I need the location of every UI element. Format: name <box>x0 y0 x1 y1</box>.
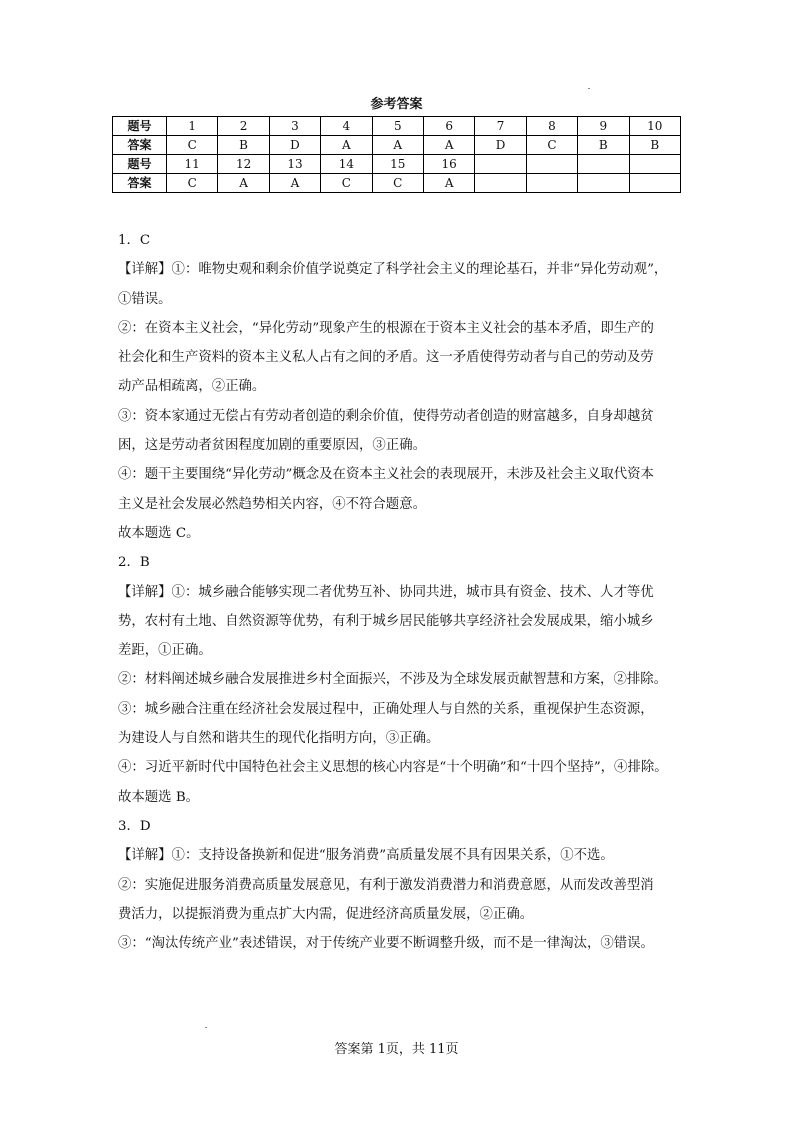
table-cell <box>526 174 577 193</box>
table-cell <box>475 155 526 174</box>
text-line: 【详解】①：唯物史观和剩余价值学说奠定了科学社会主义的理论基石，并非“异化劳动观”， <box>118 262 668 278</box>
table-cell: A <box>218 174 269 193</box>
text-line: 动产品相疏离，②正确。 <box>118 379 266 395</box>
text-line: 主义是社会发展必然趋势相关内容，④不符合题意。 <box>118 496 426 512</box>
text-line: ②：实施促进服务消费高质量发展意见，有利于激发消费潜力和消费意愿，从而发改善型消 <box>118 877 654 893</box>
table-cell: C <box>526 136 577 155</box>
table-cell: A <box>269 174 320 193</box>
text-line: 2．B <box>118 555 150 571</box>
table-cell: A <box>372 136 423 155</box>
text-line: ④：习近平新时代中国特色社会主义思想的核心内容是“十个明确”和“十四个坚持”，④排除。 <box>118 760 668 776</box>
table-cell: 10 <box>629 117 680 136</box>
table-cell <box>578 174 629 193</box>
text-line: 1．C <box>118 233 151 248</box>
table-cell: 2 <box>218 117 269 136</box>
table-cell: 7 <box>475 117 526 136</box>
text-line: 【详解】①：支持设备换新和促进“服务消费”高质量发展不具有因果关系，①不选。 <box>118 848 614 864</box>
table-cell: A <box>321 136 372 155</box>
table-cell: 4 <box>321 117 372 136</box>
table-cell: C <box>167 174 218 193</box>
table-cell: 9 <box>578 117 629 136</box>
table-row <box>113 136 681 155</box>
table-cell: 1 <box>167 117 218 136</box>
scan-dot <box>205 1027 207 1028</box>
text-line: ②：在资本主义社会，“异化劳动”现象产生的根源在于资本主义社会的基本矛盾，即生产的 <box>118 320 654 336</box>
text-line: ③：城乡融合注重在经济社会发展过程中，正确处理人与自然的关系，重视保护生态资源， <box>118 701 654 717</box>
table-cell: 14 <box>321 155 372 174</box>
table-cell: 15 <box>372 155 423 174</box>
table-cell <box>475 174 526 193</box>
table-cell: D <box>269 136 320 155</box>
row-header: 题号 <box>113 117 167 136</box>
text-line: 故本题选 B。 <box>118 789 200 805</box>
table-cell: 11 <box>167 155 218 174</box>
table-row <box>113 174 681 193</box>
table-cell: 13 <box>269 155 320 174</box>
table-cell: B <box>578 136 629 155</box>
text-line: ③：“淘汰传统产业”表述错误，对于传统产业要不断调整升级，而不是一律淘汰，③错误。 <box>118 936 654 952</box>
text-line: 故本题选 C。 <box>118 525 200 541</box>
table-cell: B <box>629 136 680 155</box>
text-line: ④：题干主要围绕“异化劳动”概念及在资本主义社会的表现展开，未涉及社会主义取代资本 <box>118 467 654 483</box>
row-header: 答案 <box>113 136 167 155</box>
table-cell: 6 <box>423 117 474 136</box>
table-cell <box>629 155 680 174</box>
table-cell: B <box>218 136 269 155</box>
row-header: 答案 <box>113 174 167 193</box>
text-line: 差距，①正确。 <box>118 643 212 659</box>
table-cell: 5 <box>372 117 423 136</box>
table-cell: C <box>372 174 423 193</box>
text-line: 【详解】①：城乡融合能够实现二者优势互补、协同共进，城市具有资金、技术、人才等优 <box>118 584 654 600</box>
table-cell: C <box>167 136 218 155</box>
page-title: 参考答案 <box>370 97 423 112</box>
row-header: 题号 <box>113 155 167 174</box>
page-footer: 答案第 1页，共 11页 <box>334 1042 459 1057</box>
table-row <box>113 155 681 174</box>
table-cell: D <box>475 136 526 155</box>
table-cell: A <box>423 174 474 193</box>
table-cell: 16 <box>423 155 474 174</box>
text-line: 费活力，以提振消费为重点扩大内需，促进经济高质量发展，②正确。 <box>118 906 534 922</box>
text-line: 困，这是劳动者贫困程度加剧的重要原因，③正确。 <box>118 438 426 454</box>
table-cell: 8 <box>526 117 577 136</box>
answer-table <box>112 116 681 193</box>
table-cell: A <box>423 136 474 155</box>
text-line: ③：资本家通过无偿占有劳动者创造的剩余价值，使得劳动者创造的财富越多，自身却越贫 <box>118 408 654 424</box>
table-cell <box>578 155 629 174</box>
table-cell <box>629 174 680 193</box>
text-line: 3．D <box>118 818 151 834</box>
table-cell: C <box>321 174 372 193</box>
scan-dot <box>588 88 590 89</box>
text-line: ②：材料阐述城乡融合发展推进乡村全面振兴，不涉及为全球发展贡献智慧和方案，②排除。 <box>118 672 668 688</box>
table-cell: 3 <box>269 117 320 136</box>
table-row <box>113 117 681 136</box>
text-line: 为建设人与自然和谐共生的现代化指明方向，③正确。 <box>118 731 440 747</box>
text-line: ①错误。 <box>118 291 172 307</box>
text-line: 势，农村有土地、自然资源等优势，有利于城乡居民能够共享经济社会发展成果，缩小城乡 <box>118 613 654 629</box>
table-cell <box>526 155 577 174</box>
text-line: 社会化和生产资料的资本主义私人占有之间的矛盾。这一矛盾使得劳动者与自己的劳动及劳 <box>118 350 654 366</box>
explanation-body <box>118 226 678 958</box>
table-cell: 12 <box>218 155 269 174</box>
